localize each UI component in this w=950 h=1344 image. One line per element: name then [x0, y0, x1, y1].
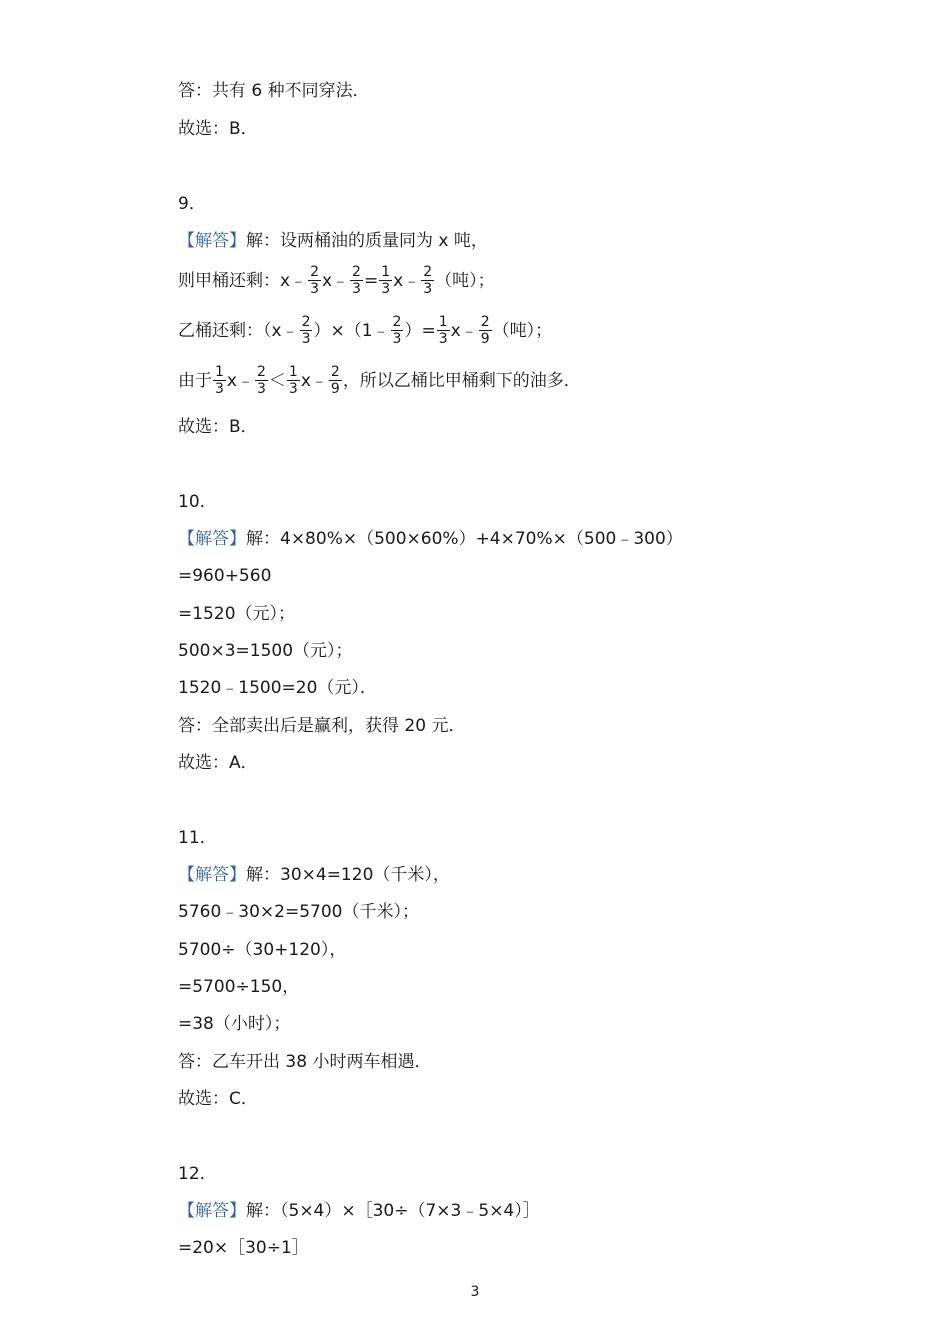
- text-line: 5760﹣30×2=5700（千米）；: [178, 902, 419, 922]
- text-line: =20×［30÷1］: [178, 1238, 309, 1258]
- fraction: $\frac{2}{3}$: [352, 264, 361, 297]
- text-line: 5700÷（30+120），: [178, 940, 347, 960]
- answer-tag: 【解答】: [178, 1201, 246, 1221]
- text: （吨）；: [435, 270, 495, 291]
- math-line: [178, 264, 495, 297]
- answer-line: [178, 863, 450, 887]
- fraction: $\frac{2}{3}$: [423, 264, 433, 297]
- text: ）=: [404, 320, 436, 341]
- text: x﹣: [226, 370, 254, 391]
- answer-text: 解：设两桶油的质量同为 x 吨，: [246, 231, 488, 251]
- text-line: 故选：B．: [178, 119, 258, 139]
- fraction: $\frac{2}{3}$: [310, 264, 319, 297]
- text: ，所以乙桶比甲桶剩下的油多．: [342, 370, 581, 391]
- answer-line: [178, 527, 683, 551]
- fraction: $\frac{2}{3}$: [256, 364, 266, 397]
- text: x﹣: [450, 320, 478, 341]
- text-line: 答：共有 6 种不同穿法．: [178, 81, 370, 101]
- text: 乙桶还剩：（x﹣: [178, 320, 299, 341]
- text-line: =960+560: [178, 566, 272, 586]
- math-line: [178, 364, 581, 397]
- text-line: 500×3=1500（元）；: [178, 641, 353, 661]
- answer-line: [178, 1199, 540, 1223]
- text: ）×（1﹣: [313, 320, 390, 341]
- answer-tag: 【解答】: [178, 529, 246, 549]
- text: x﹣: [300, 370, 328, 391]
- text: （吨）；: [492, 320, 553, 341]
- question-number: 11．: [178, 828, 217, 848]
- fraction: $\frac{2}{9}$: [480, 314, 490, 347]
- text-line: =1520（元）；: [178, 604, 296, 624]
- text: =: [363, 270, 379, 291]
- math-line: [178, 314, 552, 347]
- text: x﹣: [321, 270, 350, 291]
- question-number: 10．: [178, 492, 217, 512]
- text-line: 故选：A．: [178, 753, 258, 773]
- fraction: $\frac{2}{9}$: [330, 364, 340, 397]
- fraction: $\frac{1}{3}$: [381, 264, 391, 297]
- text: ＜: [268, 370, 286, 391]
- question-number: 9．: [178, 194, 206, 214]
- answer-tag: 【解答】: [178, 865, 246, 885]
- text-line: =5700÷150，: [178, 977, 300, 997]
- question-number: 12．: [178, 1164, 217, 1184]
- text-line: 故选：C．: [178, 1089, 258, 1109]
- page-number: 3: [470, 1284, 480, 1300]
- text: x﹣: [393, 270, 421, 291]
- answer-text: 解：（5×4）×［30÷（7×3﹣5×4）］: [246, 1201, 540, 1221]
- fraction: $\frac{1}{3}$: [438, 314, 448, 347]
- text-line: 答：全部卖出后是赢利，获得 20 元．: [178, 716, 466, 736]
- answer-text: 解：4×80%×（500×60%）+4×70%×（500﹣300）: [246, 529, 683, 549]
- text-line: 答：乙车开出 38 小时两车相遇．: [178, 1052, 432, 1072]
- answer-line: [178, 229, 488, 253]
- fraction: $\frac{1}{3}$: [288, 364, 298, 397]
- fraction: $\frac{1}{3}$: [215, 364, 224, 397]
- text: 由于: [178, 370, 212, 391]
- text-line: 故选：B．: [178, 417, 258, 437]
- answer-text: 解：30×4=120（千米），: [246, 865, 450, 885]
- fraction: $\frac{2}{3}$: [301, 314, 311, 347]
- text-line: =38（小时）；: [178, 1014, 291, 1034]
- text-line: 1520﹣1500=20（元）．: [178, 678, 377, 698]
- fraction: $\frac{2}{3}$: [392, 314, 402, 347]
- answer-tag: 【解答】: [178, 231, 246, 251]
- text: 则甲桶还剩：x﹣: [178, 270, 308, 291]
